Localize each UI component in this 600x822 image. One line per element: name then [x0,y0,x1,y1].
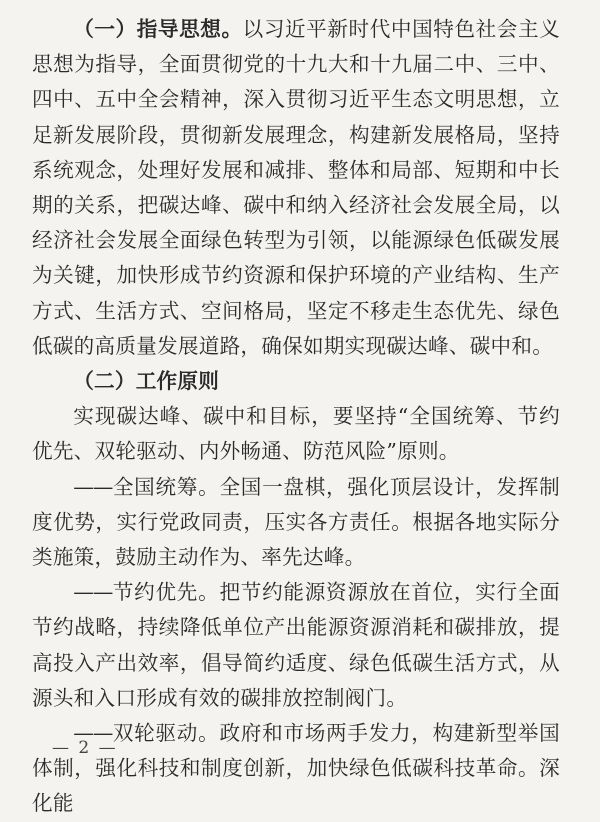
document-body [32,12,560,822]
principle-dual-drive [32,716,560,822]
guiding-ideology-text: 以习近平新时代中国特色社会主义思想为指导，全面贯彻党的十九大和十九届二中、三中、四中、五中全会精神，深入贯彻习近平生态文明思想，立足新发展阶段，贯彻新发展理念，构建新发展格局，坚持系统观念，处理好发展和减排、整体和局部、短期和中长期的关系，把碳达峰、碳中和纳入经济社会发展全局，以经济社会发展全面绿色转型为引领，以能源绿色低碳发展为关键，加快形成节约资源和保护环境的产业结构、生产方式、生活方式、空间格局，坚定不移走生态优先、绿色低碳的高质量发展道路，确保如期实现碳达峰、碳中和。 [32,17,561,358]
page-number: — 2 — [52,738,118,758]
principle-lead: 双轮驱动。 [112,721,220,746]
principle-lead: 节约优先。 [112,580,220,605]
principle-text: 把节约能源资源放在首位，实行全面节约战略，持续降低单位产出能源资源消耗和碳排放，提高投入产出效率，倡导简约适度、绿色低碳生活方式，从源头和入口形成有效的碳排放控制阀门。 [32,580,561,710]
principle-dash: —— [73,474,113,499]
principle-overall-planning [32,470,560,576]
guiding-ideology-title: （一）指导思想。 [73,17,243,41]
guiding-ideology-paragraph [32,12,560,364]
principles-heading: （二）工作原则 [73,369,220,394]
principles-intro: 实现碳达峰、碳中和目标，要坚持“全国统筹、节约优先、双轮驱动、内外畅通、防范风险”原则。 [32,404,560,464]
principle-text: 全国一盘棋，强化顶层设计，发挥制度优势，实行党政同责，压实各方责任。根据各地实际分类施策，鼓励主动作为、率先达峰。 [32,474,561,570]
principle-lead: 全国统筹。 [112,474,220,499]
principle-dash: —— [73,580,113,605]
principle-dash: —— [73,721,113,746]
principle-text: 政府和市场两手发力，构建新型举国体制，强化科技和制度创新，加快绿色低碳科技革命。深化能 [32,721,561,816]
principle-conservation-first [32,575,560,716]
